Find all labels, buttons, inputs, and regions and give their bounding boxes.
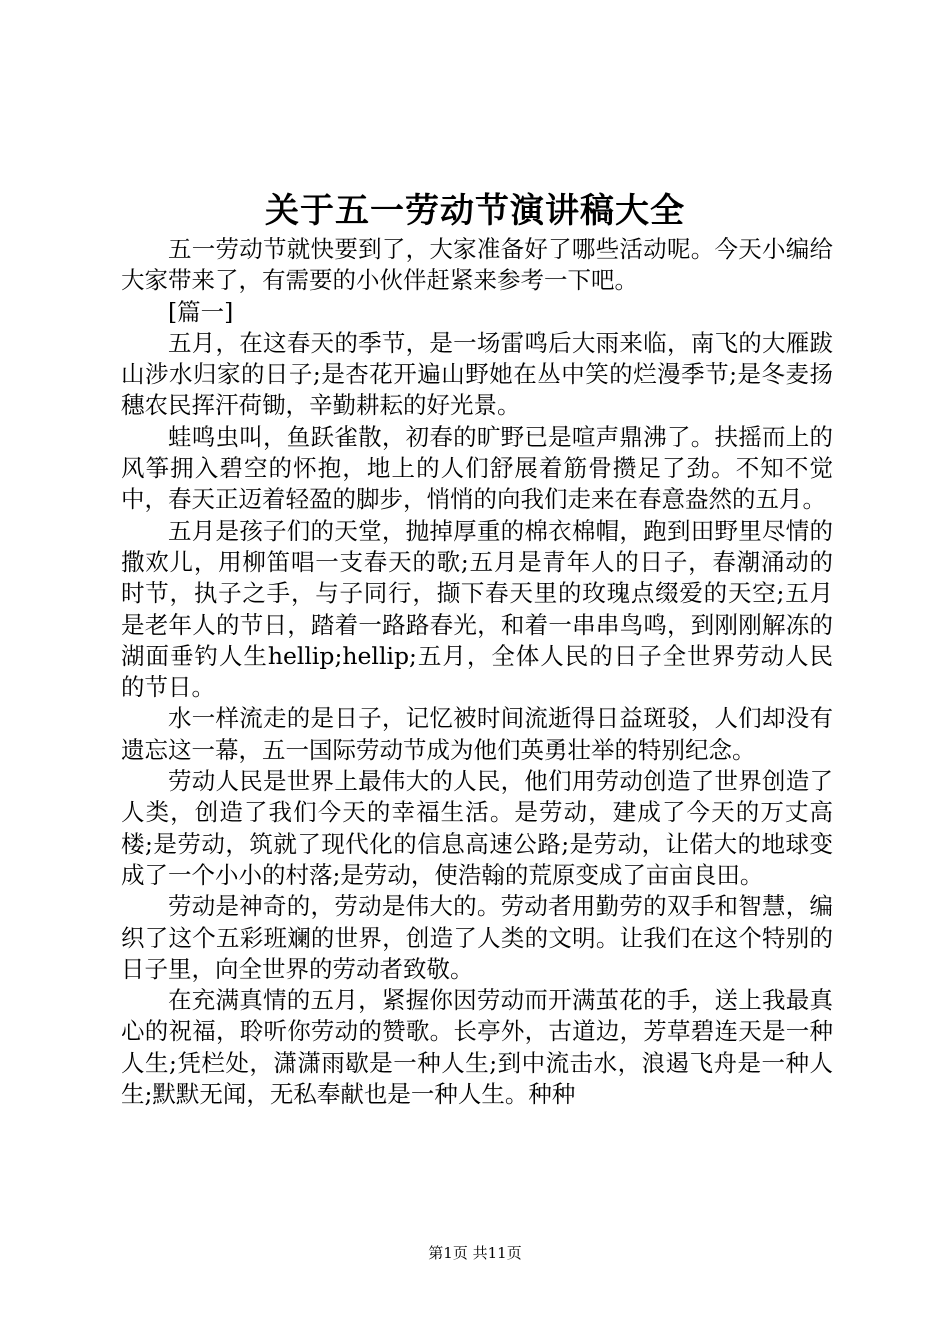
paragraph: 劳动人民是世界上最伟大的人民，他们用劳动创造了世界创造了人类，创造了我们今天的幸福生活。是劳动，建成了今天的万丈高楼;是劳动，筑就了现代化的信息高速公路;是劳动，让偌大的地球变成了一个小小的村落;是劳动，使浩翰的荒原变成了亩亩良田。 [121,767,833,889]
paragraph: 劳动是神奇的，劳动是伟大的。劳动者用勤劳的双手和智慧，编织了这个五彩班斓的世界，创造了人类的文明。让我们在这个特别的日子里，向全世界的劳动者致敬。 [121,892,833,983]
section-heading: [篇一] [168,297,234,326]
document-title: 关于五一劳动节演讲稿大全 [265,191,685,231]
paragraph: 在充满真情的五月，紧握你因劳动而开满茧花的手，送上我最真心的祝福，聆听你劳动的赞歌。长亭外，古道边，芳草碧连天是一种人生;凭栏处，潇潇雨歇是一种人生;到中流击水，浪遏飞舟是一种人生;默默无闻，无私奉献也是一种人生。种种 [121,986,833,1109]
paragraph: 五月，在这春天的季节，是一场雷鸣后大雨来临，南飞的大雁跋山涉水归家的日子;是杏花开遍山野她在丛中笑的烂漫季节;是冬麦扬穗农民挥汗荷锄，辛勤耕耘的好光景。 [121,328,833,420]
paragraph: 蛙鸣虫叫，鱼跃雀散，初春的旷野已是喧声鼎沸了。扶摇而上的风筝拥入碧空的怀抱，地上的人们舒展着筋骨攒足了劲。不知不觉中，春天正迈着轻盈的脚步，悄悄的向我们走来在春意盎然的五月。 [121,422,833,514]
page-number-footer: 第1页 共11页 [428,1244,522,1262]
paragraph: 五月是孩子们的天堂，抛掉厚重的棉衣棉帽，跑到田野里尽情的撒欢儿，用柳笛唱一支春天的歌;五月是青年人的日子，春潮涌动的时节，执子之手，与子同行，撷下春天里的玫瑰点缀爱的天空;五月是老年人的节日，踏着一路路春光，和着一串串鸟鸣，到刚刚解冻的湖面垂钓人生hellip;hellip;五月，全体人民的日子全世界劳动人民的节日。 [121,516,833,702]
paragraph-intro: 五一劳动节就快要到了，大家准备好了哪些活动呢。今天小编给大家带来了，有需要的小伙伴赶紧来参考一下吧。 [121,235,833,295]
paragraph: 水一样流走的是日子，记忆被时间流逝得日益斑驳，人们却没有遗忘这一幕，五一国际劳动节成为他们英勇壮举的特别纪念。 [121,704,833,764]
document-body [121,234,833,1110]
